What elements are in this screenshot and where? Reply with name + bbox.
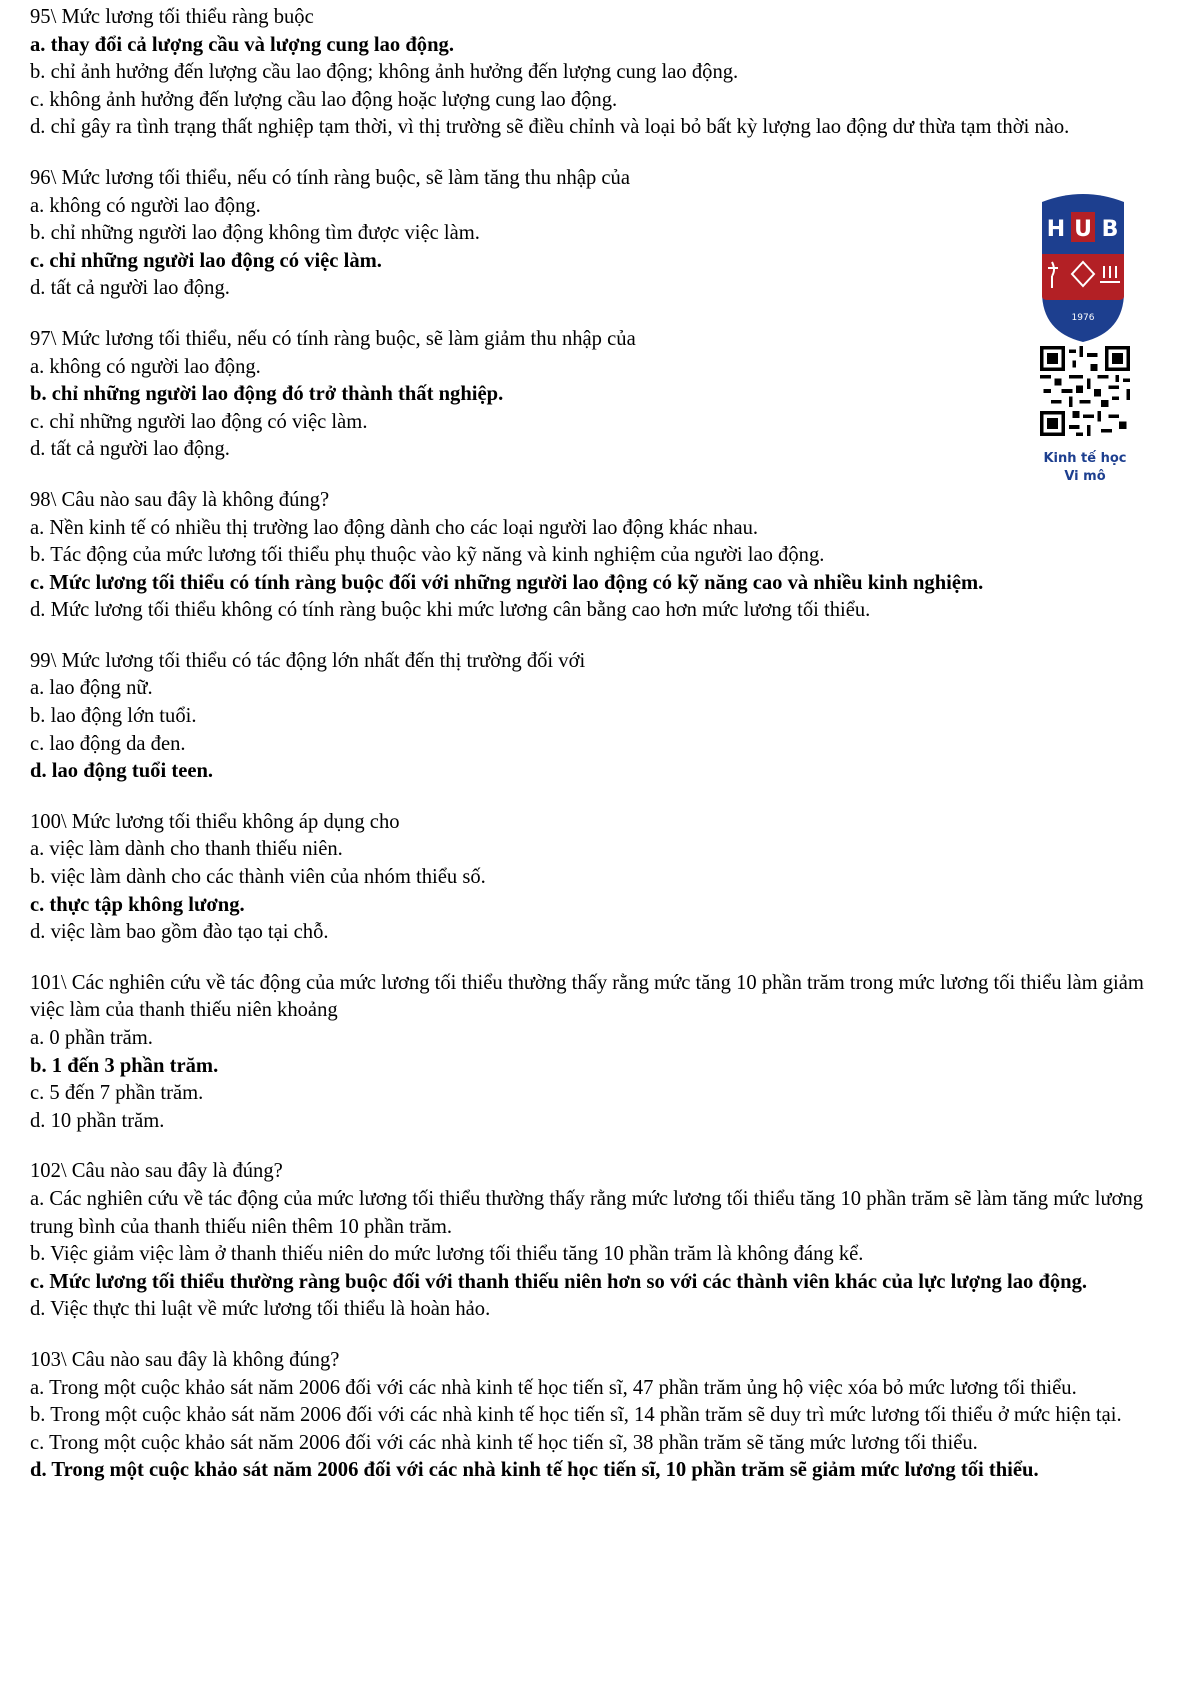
answer-option-correct: b. 1 đến 3 phần trăm. (30, 1054, 219, 1077)
answer-option: b. Việc giảm việc làm ở thanh thiếu niên do mức lương tối thiểu tăng 10 phần trăm là không đáng kể. (30, 1243, 864, 1266)
question-block (30, 970, 1170, 1136)
question-stem: 101\ Các nghiên cứu về tác động của mức lương tối thiểu thường thấy rằng mức tăng 10 phần trăm trong mức lương tối thiểu làm giảm việc làm của thanh thiếu niên khoảng (30, 971, 1144, 1022)
question-stem: 100\ Mức lương tối thiểu không áp dụng cho (30, 810, 400, 833)
question-block (30, 4, 1170, 142)
answer-option-correct: b. chỉ những người lao động đó trở thành thất nghiệp. (30, 383, 504, 406)
answer-option: a. không có người lao động. (30, 355, 261, 378)
question-block (30, 326, 1170, 464)
answer-option: b. lao động lớn tuổi. (30, 705, 197, 728)
answer-option: a. việc làm dành cho thanh thiếu niên. (30, 838, 343, 861)
answer-option: a. Nền kinh tế có nhiều thị trường lao động dành cho các loại người lao động khác nhau. (30, 516, 759, 539)
answer-option-correct: c. Mức lương tối thiểu có tính ràng buộc đối với những người lao động có kỹ năng cao và nhiều kinh nghiệm. (30, 571, 984, 594)
question-block (30, 1158, 1170, 1324)
answer-option: c. không ảnh hưởng đến lượng cầu lao động hoặc lượng cung lao động. (30, 88, 618, 111)
answer-option: b. chỉ ảnh hưởng đến lượng cầu lao động; không ảnh hưởng đến lượng cung lao động. (30, 61, 739, 84)
answer-option: d. tất cả người lao động. (30, 277, 230, 300)
logo-letter-b: B (1101, 217, 1119, 242)
answer-option: b. chỉ những người lao động không tìm được việc làm. (30, 222, 480, 245)
answer-option: c. Trong một cuộc khảo sát năm 2006 đối với các nhà kinh tế học tiến sĩ, 38 phần trăm sẽ tăng mức lương tối thiểu. (30, 1431, 978, 1454)
answer-option: d. tất cả người lao động. (30, 438, 230, 461)
answer-option: a. không có người lao động. (30, 194, 261, 217)
answer-option-correct: d. lao động tuổi teen. (30, 760, 214, 783)
answer-option: a. lao động nữ. (30, 677, 153, 700)
answer-option-correct: d. Trong một cuộc khảo sát năm 2006 đối với các nhà kinh tế học tiến sĩ, 10 phần trăm sẽ giảm mức lương tối thiểu. (30, 1459, 1039, 1482)
answer-option-correct: c. Mức lương tối thiểu thường ràng buộc đối với thanh thiếu niên hơn so với các thành viên khác của lực lượng lao động. (30, 1270, 1088, 1293)
answer-option: d. việc làm bao gồm đào tạo tại chỗ. (30, 921, 329, 944)
question-block (30, 809, 1170, 947)
question-stem: 103\ Câu nào sau đây là không đúng? (30, 1348, 340, 1371)
question-stem: 99\ Mức lương tối thiểu có tác động lớn nhất đến thị trường đối với (30, 649, 586, 672)
answer-option: b. việc làm dành cho các thành viên của nhóm thiểu số. (30, 866, 486, 889)
answer-option: d. Việc thực thi luật về mức lương tối thiểu là hoàn hảo. (30, 1298, 491, 1321)
answer-option: a. Các nghiên cứu về tác động của mức lương tối thiểu thường thấy rằng mức lương tối thiểu tăng 10 phần trăm sẽ làm tăng mức lương trung bình của thanh thiếu niên thêm 10 phần trăm. (30, 1187, 1144, 1238)
qr-code (1040, 346, 1130, 436)
answer-option: c. lao động da đen. (30, 732, 186, 755)
question-block (30, 648, 1170, 786)
answer-option: b. Tác động của mức lương tối thiểu phụ thuộc vào kỹ năng và kinh nghiệm của người lao động. (30, 544, 825, 567)
answer-option: d. chỉ gây ra tình trạng thất nghiệp tạm thời, vì thị trường sẽ điều chỉnh và loại bỏ bất kỳ lượng lao động dư thừa tạm thời nào. (30, 116, 1070, 139)
logo-year: 1976 (1071, 313, 1095, 323)
answer-option: b. Trong một cuộc khảo sát năm 2006 đối với các nhà kinh tế học tiến sĩ, 14 phần trăm sẽ duy trì mức lương tối thiểu ở mức hiện tại. (30, 1404, 1122, 1427)
hub-shield-icon (1038, 192, 1128, 344)
answer-option: a. Trong một cuộc khảo sát năm 2006 đối với các nhà kinh tế học tiến sĩ, 47 phần trăm ủng hộ việc xóa bỏ mức lương tối thiểu. (30, 1376, 1077, 1399)
answer-option: d. Mức lương tối thiểu không có tính ràng buộc khi mức lương cân bằng cao hơn mức lương tối thiểu. (30, 599, 871, 622)
question-stem: 102\ Câu nào sau đây là đúng? (30, 1160, 283, 1183)
subject-tag-line1: Kinh tế học (1043, 451, 1127, 466)
question-block (30, 165, 1170, 303)
question-stem: 96\ Mức lương tối thiểu, nếu có tính ràng buộc, sẽ làm tăng thu nhập của (30, 166, 630, 189)
answer-option-correct: a. thay đổi cả lượng cầu và lượng cung lao động. (30, 33, 455, 56)
answer-option: c. 5 đến 7 phần trăm. (30, 1082, 204, 1105)
answer-option: d. 10 phần trăm. (30, 1109, 165, 1132)
subject-tag-line2: Vi mô (1064, 469, 1106, 484)
question-block (30, 1347, 1170, 1485)
question-stem: 97\ Mức lương tối thiểu, nếu có tính ràng buộc, sẽ làm giảm thu nhập của (30, 327, 636, 350)
logo-letter-h: H (1046, 217, 1066, 242)
answer-option: a. 0 phần trăm. (30, 1027, 153, 1049)
logo-letter-u: U (1074, 217, 1092, 242)
answer-option-correct: c. chỉ những người lao động có việc làm. (30, 249, 382, 272)
answer-option-correct: c. thực tập không lương. (30, 893, 245, 916)
hub-logo (1038, 192, 1128, 344)
document-body (30, 4, 1170, 1508)
question-stem: 98\ Câu nào sau đây là không đúng? (30, 488, 330, 511)
question-block (30, 487, 1170, 625)
question-stem: 95\ Mức lương tối thiểu ràng buộc (30, 6, 314, 28)
qr-code-icon (1040, 346, 1130, 436)
answer-option: c. chỉ những người lao động có việc làm. (30, 410, 368, 433)
